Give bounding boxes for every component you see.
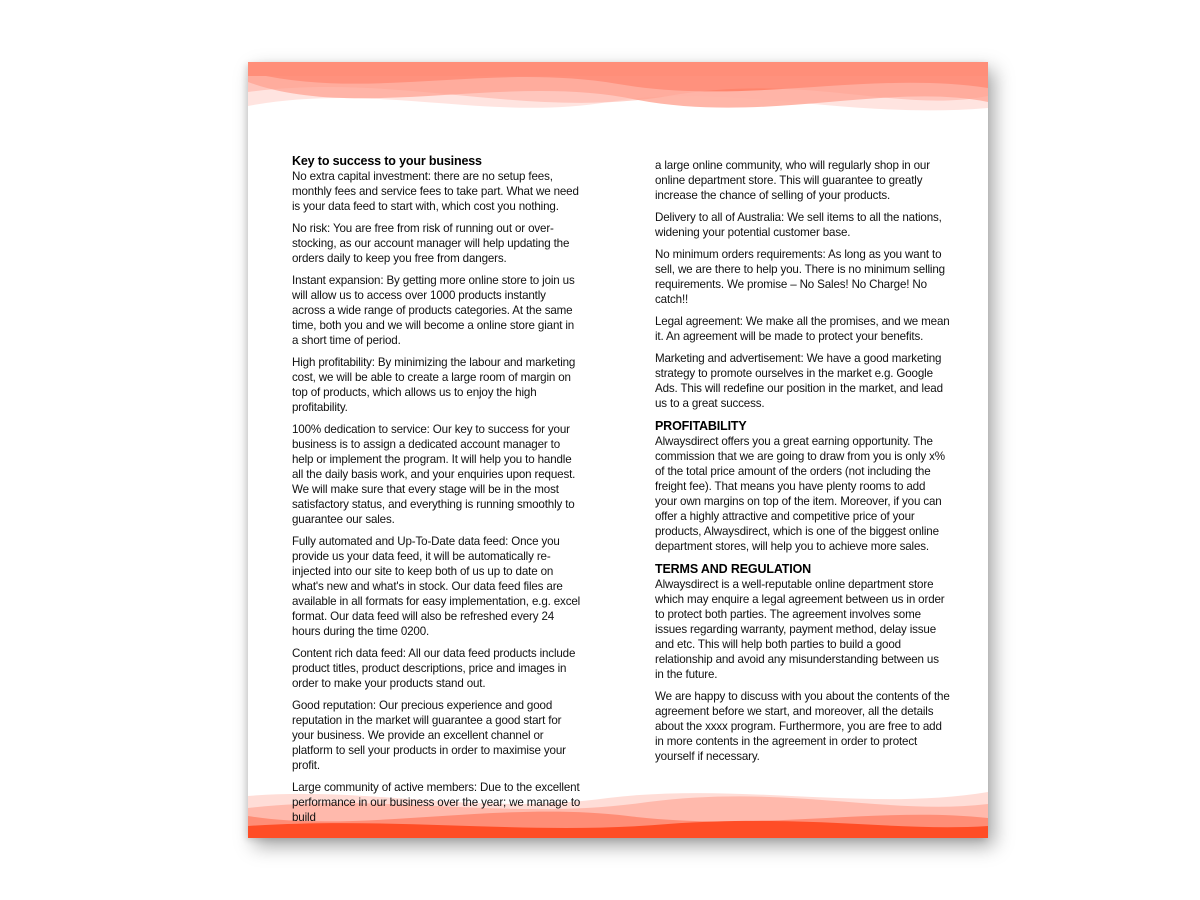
paragraph-no-extra-capital: No extra capital investment: there are no setup fees, monthly fees and service fees to take part. What we need is your data feed to start with, which cost you nothing. — [292, 170, 579, 213]
paragraph-legal-agreement: Legal agreement: We make all the promises, and we mean it. An agreement will be made to protect your benefits. — [655, 315, 950, 343]
paragraph-data-feed: Fully automated and Up-To-Date data feed: Once you provide us your data feed, it will be automatically re-injected into our site to keep both of us up to date on what's new and what's in stock. Our data feed files are available in all formats for easy implementation, e.g. excel format. Our data feed will also be refreshed every 24 hours during the time 0200. — [292, 535, 581, 638]
left-column — [292, 154, 582, 832]
paragraph-no-minimum-orders: No minimum orders requirements: As long as you want to sell, we are there to help you. There is no minimum selling requirements. We promise – No Sales! No Charge! No catch!! — [655, 248, 945, 306]
terms-section — [655, 562, 950, 764]
paragraph-good-reputation: Good reputation: Our precious experience and good reputation in the market will guarantee a good start for your business. We provide an excellent channel or platform to sell your products in order to maximise your profit. — [292, 699, 566, 772]
paragraph-profitability: Alwaysdirect offers you a great earning opportunity. The commission that we are going to draw from you is only x% of the total price amount of the orders (not including the freight fee). That means you have plenty rooms to add your own margins on top of the item. Moreover, if you can offer a highly attractive and competitive price of your products, Alwaysdirect, which is one of the biggest online department stores, will help you to achieve more sales. — [655, 435, 945, 553]
brochure-page — [248, 62, 988, 838]
paragraph-large-community: Large community of active members: Due to the excellent performance in our business over the year; we manage to build — [292, 781, 581, 824]
paragraph-dedication-to-service: 100% dedication to service: Our key to success for your business is to assign a dedicated account manager to help or implement the program. It will help you to handle all the daily basis work, and your enquiries upon request. We will make sure that every stage will be in the most satisfactory status, and everything is running smoothly to guarantee our sales. — [292, 423, 576, 526]
top-wave-decoration — [248, 62, 988, 122]
profitability-section — [655, 419, 950, 554]
paragraph-terms-2: We are happy to discuss with you about the contents of the agreement before we start, and moreover, all the details about the xxxx program. Furthermore, you are free to add in more contents in the agreement in order to protect yourself if necessary. — [655, 690, 950, 763]
section-heading-key-to-success: Key to success to your business — [292, 154, 482, 168]
section-heading-profitability: PROFITABILITY — [655, 419, 747, 433]
paragraph-no-risk: No risk: You are free from risk of running out or over-stocking, as our account manager will help updating the orders daily to keep you free from dangers. — [292, 222, 570, 265]
section-heading-terms: TERMS AND REGULATION — [655, 562, 812, 576]
right-column — [655, 158, 950, 771]
paragraph-instant-expansion: Instant expansion: By getting more online store to join us will allow us to access over 1000 products instantly across a wide range of products categories. At the same time, both you and we will become a online store giant in a short time of period. — [292, 274, 575, 347]
paragraph-terms-1: Alwaysdirect is a well-reputable online department store which may enquire a legal agreement between us in order to protect both parties. The agreement involves some issues regarding warranty, payment method, delay issue and etc. This will help both parties to build a good relationship and avoid any misunderstanding between us in the future. — [655, 578, 945, 681]
paragraph-marketing: Marketing and advertisement: We have a good marketing strategy to promote ourselves in the market e.g. Google Ads. This will redefine our position in the market, and lead us to a great success. — [655, 352, 943, 410]
paragraph-community-continued: a large online community, who will regularly shop in our online department store. This will guarantee to greatly increase the chance of selling of your products. — [655, 159, 930, 202]
paragraph-high-profitability: High profitability: By minimizing the labour and marketing cost, we will be able to create a large room of margin on top of products, which allows us to enjoy the high profitability. — [292, 356, 576, 414]
paragraph-content-rich: Content rich data feed: All our data feed products include product titles, product descriptions, price and images in order to make your products stand out. — [292, 647, 576, 690]
paragraph-delivery: Delivery to all of Australia: We sell items to all the nations, widening your potential customer base. — [655, 211, 942, 239]
